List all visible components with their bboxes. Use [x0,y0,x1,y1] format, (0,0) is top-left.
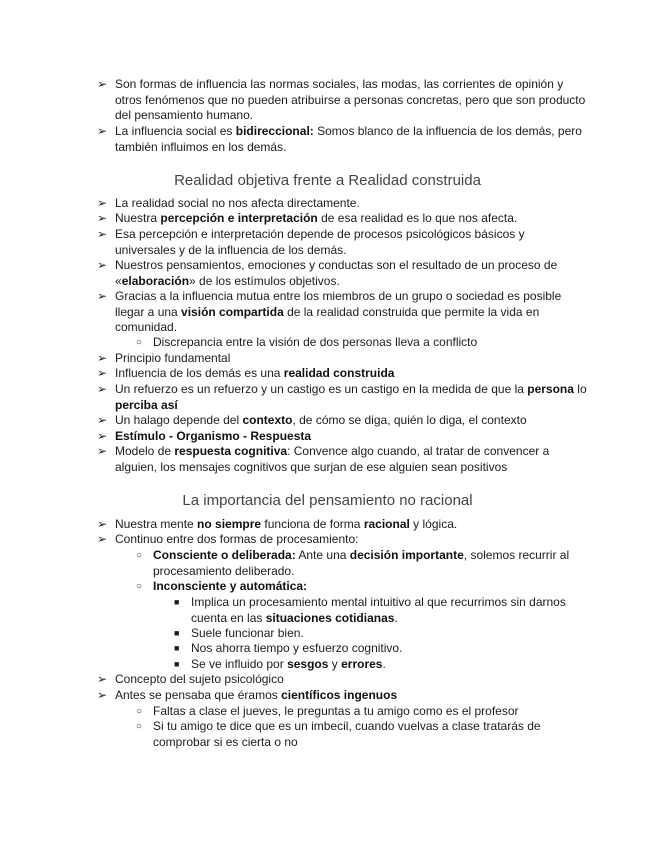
arrow-bullet-icon: ➢ [97,351,108,365]
arrow-bullet-icon: ➢ [97,532,108,546]
arrow-bullet-icon: ➢ [97,124,108,138]
list-item: Un halago depende del contexto, de cómo se diga, quién lo diga, el contexto [115,413,527,427]
circle-bullet-icon: ○ [136,550,143,561]
list-item: Un refuerzo es un refuerzo y un castigo es un castigo en la medida de que la persona lo perciba así [115,382,587,412]
list-item: Antes se pensaba que éramos científicos ingenuos [115,688,398,702]
list-item: Principio fundamental [115,351,231,365]
arrow-bullet-icon: ➢ [97,382,108,396]
arrow-bullet-icon: ➢ [97,444,108,458]
list-item: Nuestra mente no siempre funciona de forma racional y lógica. [115,517,458,531]
list-item: La influencia social es bidireccional: Somos blanco de la influencia de los demás, pero también influimos en los demás. [115,124,582,154]
list-item: Esa percepción e interpretación depende de procesos psicológicos básicos y universales y de la influencia de los demás. [115,227,525,257]
list-item: Se ve influido por sesgos y errores. [191,657,386,671]
circle-bullet-icon: ○ [136,337,143,348]
arrow-bullet-icon: ➢ [97,688,108,702]
list-item: La realidad social no nos afecta directamente. [115,196,360,210]
list-item: Concepto del sujeto psicológico [115,672,284,686]
arrow-bullet-icon: ➢ [97,196,108,210]
arrow-bullet-icon: ➢ [97,429,108,443]
list-item: Inconsciente y automática: [153,579,308,593]
section-heading: Realidad objetiva frente a Realidad construida [174,172,481,189]
square-bullet-icon: ■ [174,628,180,638]
arrow-bullet-icon: ➢ [97,227,108,241]
list-item: Nos ahorra tiempo y esfuerzo cognitivo. [191,641,403,655]
arrow-bullet-icon: ➢ [97,211,108,225]
list-item: Discrepancia entre la visión de dos personas lleva a conflicto [153,335,478,349]
list-item: Si tu amigo te dice que es un imbecil, cuando vuelvas a clase tratarás de comprobar si es cierta o no [153,719,541,749]
list-item: Implica un procesamiento mental intuitivo al que recurrimos sin darnos cuenta en las situaciones cotidianas. [191,595,566,625]
arrow-bullet-icon: ➢ [97,413,108,427]
arrow-bullet-icon: ➢ [97,258,108,272]
circle-bullet-icon: ○ [136,706,143,717]
list-item: Influencia de los demás es una realidad construida [115,366,395,380]
list-item: Faltas a clase el jueves, le preguntas a tu amigo como es el profesor [153,704,519,718]
square-bullet-icon: ■ [174,597,180,607]
arrow-bullet-icon: ➢ [97,289,108,303]
circle-bullet-icon: ○ [136,581,143,592]
arrow-bullet-icon: ➢ [97,517,108,531]
section-heading: La importancia del pensamiento no racional [182,492,473,509]
list-item: Son formas de influencia las normas sociales, las modas, las corrientes de opinión y otros fenómenos que no pueden atribuirse a personas concretas, pero que son producto del pensamiento humano. [115,77,586,122]
square-bullet-icon: ■ [174,643,180,653]
list-item: Modelo de respuesta cognitiva: Convence algo cuando, al tratar de convencer a alguien, los mensajes cognitivos que surjan de ese alguien sean positivos [115,444,550,474]
circle-bullet-icon: ○ [136,721,143,732]
list-item: Continuo entre dos formas de procesamiento: [115,532,359,546]
square-bullet-icon: ■ [174,659,180,669]
list-item: Gracias a la influencia mutua entre los miembros de un grupo o sociedad es posible llegar a una visión compartida de la realidad construida que permite la vida en comunidad. [115,289,562,334]
list-item: Nuestros pensamientos, emociones y conductas son el resultado de un proceso de «elaboración» de los estímulos objetivos. [115,258,558,288]
arrow-bullet-icon: ➢ [97,77,108,91]
list-item: Suele funcionar bien. [191,626,304,640]
list-item: Consciente o deliberada: Ante una decisión importante, solemos recurrir al procesamiento deliberado. [153,548,570,578]
list-item: Nuestra percepción e interpretación de esa realidad es lo que nos afecta. [115,211,518,225]
list-item: Estímulo - Organismo - Respuesta [115,429,312,443]
arrow-bullet-icon: ➢ [97,366,108,380]
arrow-bullet-icon: ➢ [97,672,108,686]
